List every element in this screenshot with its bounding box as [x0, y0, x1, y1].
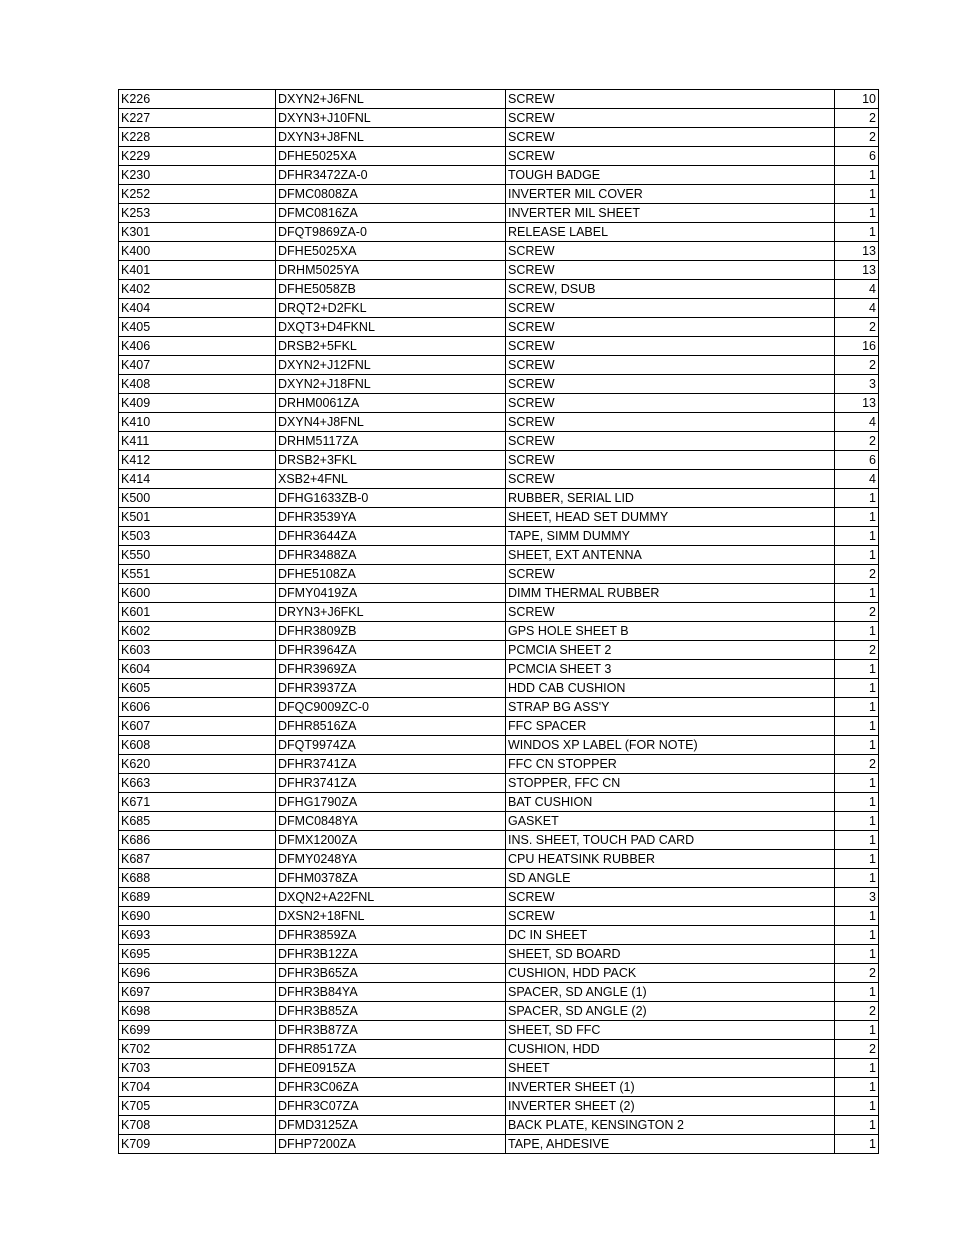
- part-no-cell: DRSB2+5FKL: [276, 337, 506, 356]
- quantity-cell: 16: [835, 337, 879, 356]
- part-no-cell: DFHR3472ZA-0: [276, 166, 506, 185]
- quantity-cell: 1: [835, 1116, 879, 1135]
- table-row: [119, 470, 879, 489]
- ref-no-cell: K696: [119, 964, 276, 983]
- ref-no-cell: K602: [119, 622, 276, 641]
- description-cell: HDD CAB CUSHION: [506, 679, 835, 698]
- ref-no-cell: K230: [119, 166, 276, 185]
- quantity-cell: 2: [835, 964, 879, 983]
- quantity-cell: 1: [835, 489, 879, 508]
- part-no-cell: DFHM0378ZA: [276, 869, 506, 888]
- description-cell: SCREW: [506, 603, 835, 622]
- part-no-cell: DXSN2+18FNL: [276, 907, 506, 926]
- ref-no-cell: K606: [119, 698, 276, 717]
- part-no-cell: DFHR3644ZA: [276, 527, 506, 546]
- description-cell: SPACER, SD ANGLE (1): [506, 983, 835, 1002]
- table-row: [119, 280, 879, 299]
- description-cell: SHEET, SD FFC: [506, 1021, 835, 1040]
- ref-no-cell: K690: [119, 907, 276, 926]
- quantity-cell: 2: [835, 603, 879, 622]
- ref-no-cell: K409: [119, 394, 276, 413]
- part-no-cell: DRYN3+J6FKL: [276, 603, 506, 622]
- table-row: [119, 793, 879, 812]
- description-cell: FFC CN STOPPER: [506, 755, 835, 774]
- table-row: [119, 888, 879, 907]
- description-cell: SCREW: [506, 128, 835, 147]
- quantity-cell: 4: [835, 299, 879, 318]
- quantity-cell: 1: [835, 660, 879, 679]
- ref-no-cell: K693: [119, 926, 276, 945]
- quantity-cell: 13: [835, 242, 879, 261]
- ref-no-cell: K687: [119, 850, 276, 869]
- ref-no-cell: K252: [119, 185, 276, 204]
- table-row: [119, 204, 879, 223]
- ref-no-cell: K685: [119, 812, 276, 831]
- ref-no-cell: K603: [119, 641, 276, 660]
- table-row: [119, 527, 879, 546]
- part-no-cell: DFMX1200ZA: [276, 831, 506, 850]
- description-cell: DIMM THERMAL RUBBER: [506, 584, 835, 603]
- table-row: [119, 812, 879, 831]
- ref-no-cell: K601: [119, 603, 276, 622]
- description-cell: PCMCIA SHEET 3: [506, 660, 835, 679]
- part-no-cell: DFHR3B84YA: [276, 983, 506, 1002]
- table-row: [119, 356, 879, 375]
- description-cell: GASKET: [506, 812, 835, 831]
- table-row: [119, 1116, 879, 1135]
- part-no-cell: DFHR3539YA: [276, 508, 506, 527]
- part-no-cell: DRHM5117ZA: [276, 432, 506, 451]
- part-no-cell: DFHR3741ZA: [276, 774, 506, 793]
- quantity-cell: 1: [835, 546, 879, 565]
- quantity-cell: 1: [835, 793, 879, 812]
- description-cell: CUSHION, HDD: [506, 1040, 835, 1059]
- ref-no-cell: K709: [119, 1135, 276, 1154]
- description-cell: STRAP BG ASS'Y: [506, 698, 835, 717]
- table-row: [119, 1078, 879, 1097]
- ref-no-cell: K402: [119, 280, 276, 299]
- description-cell: SCREW: [506, 356, 835, 375]
- part-no-cell: DXYN4+J8FNL: [276, 413, 506, 432]
- part-no-cell: DFHR3964ZA: [276, 641, 506, 660]
- description-cell: SHEET, EXT ANTENNA: [506, 546, 835, 565]
- description-cell: STOPPER, FFC CN: [506, 774, 835, 793]
- part-no-cell: DXYN2+J12FNL: [276, 356, 506, 375]
- quantity-cell: 1: [835, 679, 879, 698]
- table-row: [119, 451, 879, 470]
- quantity-cell: 2: [835, 356, 879, 375]
- part-no-cell: DFHE5025XA: [276, 242, 506, 261]
- ref-no-cell: K408: [119, 375, 276, 394]
- part-no-cell: DRHM5025YA: [276, 261, 506, 280]
- part-no-cell: DFHR3741ZA: [276, 755, 506, 774]
- part-no-cell: DFHR3B87ZA: [276, 1021, 506, 1040]
- ref-no-cell: K699: [119, 1021, 276, 1040]
- ref-no-cell: K400: [119, 242, 276, 261]
- part-no-cell: DRSB2+3FKL: [276, 451, 506, 470]
- quantity-cell: 1: [835, 1021, 879, 1040]
- quantity-cell: 1: [835, 698, 879, 717]
- description-cell: SCREW: [506, 907, 835, 926]
- ref-no-cell: K705: [119, 1097, 276, 1116]
- quantity-cell: 1: [835, 736, 879, 755]
- description-cell: SCREW: [506, 318, 835, 337]
- quantity-cell: 13: [835, 261, 879, 280]
- table-row: [119, 90, 879, 109]
- ref-no-cell: K412: [119, 451, 276, 470]
- description-cell: PCMCIA SHEET 2: [506, 641, 835, 660]
- quantity-cell: 3: [835, 375, 879, 394]
- description-cell: GPS HOLE SHEET B: [506, 622, 835, 641]
- quantity-cell: 1: [835, 869, 879, 888]
- ref-no-cell: K671: [119, 793, 276, 812]
- part-no-cell: DFHR3969ZA: [276, 660, 506, 679]
- ref-no-cell: K503: [119, 527, 276, 546]
- ref-no-cell: K697: [119, 983, 276, 1002]
- description-cell: SCREW: [506, 242, 835, 261]
- ref-no-cell: K228: [119, 128, 276, 147]
- description-cell: SCREW: [506, 261, 835, 280]
- ref-no-cell: K608: [119, 736, 276, 755]
- table-row: [119, 394, 879, 413]
- part-no-cell: DFHE5058ZB: [276, 280, 506, 299]
- description-cell: SCREW: [506, 90, 835, 109]
- ref-no-cell: K620: [119, 755, 276, 774]
- description-cell: CPU HEATSINK RUBBER: [506, 850, 835, 869]
- ref-no-cell: K551: [119, 565, 276, 584]
- table-row: [119, 660, 879, 679]
- ref-no-cell: K411: [119, 432, 276, 451]
- quantity-cell: 1: [835, 527, 879, 546]
- ref-no-cell: K688: [119, 869, 276, 888]
- part-no-cell: XSB2+4FNL: [276, 470, 506, 489]
- quantity-cell: 2: [835, 565, 879, 584]
- description-cell: SHEET, HEAD SET DUMMY: [506, 508, 835, 527]
- quantity-cell: 1: [835, 907, 879, 926]
- description-cell: WINDOS XP LABEL (FOR NOTE): [506, 736, 835, 755]
- ref-no-cell: K689: [119, 888, 276, 907]
- part-no-cell: DFQT9974ZA: [276, 736, 506, 755]
- table-row: [119, 432, 879, 451]
- table-row: [119, 679, 879, 698]
- ref-no-cell: K407: [119, 356, 276, 375]
- description-cell: SCREW: [506, 147, 835, 166]
- ref-no-cell: K703: [119, 1059, 276, 1078]
- description-cell: TOUGH BADGE: [506, 166, 835, 185]
- quantity-cell: 1: [835, 983, 879, 1002]
- part-no-cell: DRHM0061ZA: [276, 394, 506, 413]
- ref-no-cell: K404: [119, 299, 276, 318]
- table-row: [119, 641, 879, 660]
- part-no-cell: DFHE0915ZA: [276, 1059, 506, 1078]
- description-cell: SD ANGLE: [506, 869, 835, 888]
- ref-no-cell: K686: [119, 831, 276, 850]
- part-no-cell: DFMC0808ZA: [276, 185, 506, 204]
- table-row: [119, 1021, 879, 1040]
- table-row: [119, 717, 879, 736]
- description-cell: SPACER, SD ANGLE (2): [506, 1002, 835, 1021]
- description-cell: FFC SPACER: [506, 717, 835, 736]
- table-row: [119, 736, 879, 755]
- quantity-cell: 1: [835, 774, 879, 793]
- part-no-cell: DFHP7200ZA: [276, 1135, 506, 1154]
- table-row: [119, 489, 879, 508]
- table-row: [119, 622, 879, 641]
- part-no-cell: DFQC9009ZC-0: [276, 698, 506, 717]
- ref-no-cell: K704: [119, 1078, 276, 1097]
- table-row: [119, 983, 879, 1002]
- description-cell: SCREW: [506, 432, 835, 451]
- part-no-cell: DXYN2+J18FNL: [276, 375, 506, 394]
- quantity-cell: 4: [835, 280, 879, 299]
- description-cell: SCREW: [506, 888, 835, 907]
- description-cell: SCREW: [506, 451, 835, 470]
- part-no-cell: DFHR3C06ZA: [276, 1078, 506, 1097]
- description-cell: SCREW: [506, 565, 835, 584]
- part-no-cell: DFHR8516ZA: [276, 717, 506, 736]
- description-cell: SCREW, DSUB: [506, 280, 835, 299]
- table-row: [119, 375, 879, 394]
- quantity-cell: 4: [835, 470, 879, 489]
- quantity-cell: 1: [835, 584, 879, 603]
- description-cell: SCREW: [506, 394, 835, 413]
- table-row: [119, 223, 879, 242]
- ref-no-cell: K550: [119, 546, 276, 565]
- parts-list-body: [119, 90, 879, 1154]
- quantity-cell: 2: [835, 109, 879, 128]
- part-no-cell: DFMY0419ZA: [276, 584, 506, 603]
- quantity-cell: 1: [835, 831, 879, 850]
- table-row: [119, 1002, 879, 1021]
- part-no-cell: DFHR3859ZA: [276, 926, 506, 945]
- ref-no-cell: K605: [119, 679, 276, 698]
- table-row: [119, 850, 879, 869]
- description-cell: DC IN SHEET: [506, 926, 835, 945]
- ref-no-cell: K604: [119, 660, 276, 679]
- quantity-cell: 2: [835, 755, 879, 774]
- quantity-cell: 1: [835, 508, 879, 527]
- parts-list-table: [118, 89, 879, 1154]
- quantity-cell: 1: [835, 850, 879, 869]
- table-row: [119, 508, 879, 527]
- table-row: [119, 1059, 879, 1078]
- description-cell: SHEET, SD BOARD: [506, 945, 835, 964]
- quantity-cell: 1: [835, 622, 879, 641]
- quantity-cell: 3: [835, 888, 879, 907]
- table-row: [119, 698, 879, 717]
- table-row: [119, 261, 879, 280]
- ref-no-cell: K607: [119, 717, 276, 736]
- description-cell: SCREW: [506, 109, 835, 128]
- quantity-cell: 1: [835, 926, 879, 945]
- description-cell: CUSHION, HDD PACK: [506, 964, 835, 983]
- part-no-cell: DXYN3+J10FNL: [276, 109, 506, 128]
- table-row: [119, 337, 879, 356]
- table-row: [119, 413, 879, 432]
- table-row: [119, 299, 879, 318]
- table-row: [119, 546, 879, 565]
- quantity-cell: 2: [835, 128, 879, 147]
- ref-no-cell: K500: [119, 489, 276, 508]
- description-cell: SCREW: [506, 299, 835, 318]
- table-row: [119, 1135, 879, 1154]
- table-row: [119, 166, 879, 185]
- quantity-cell: 1: [835, 1097, 879, 1116]
- quantity-cell: 1: [835, 1059, 879, 1078]
- ref-no-cell: K405: [119, 318, 276, 337]
- table-row: [119, 185, 879, 204]
- quantity-cell: 6: [835, 451, 879, 470]
- ref-no-cell: K695: [119, 945, 276, 964]
- part-no-cell: DFHE5025XA: [276, 147, 506, 166]
- quantity-cell: 4: [835, 413, 879, 432]
- table-row: [119, 128, 879, 147]
- quantity-cell: 10: [835, 90, 879, 109]
- part-no-cell: DRQT2+D2FKL: [276, 299, 506, 318]
- description-cell: SCREW: [506, 413, 835, 432]
- quantity-cell: 13: [835, 394, 879, 413]
- ref-no-cell: K229: [119, 147, 276, 166]
- ref-no-cell: K702: [119, 1040, 276, 1059]
- table-row: [119, 565, 879, 584]
- table-row: [119, 147, 879, 166]
- ref-no-cell: K227: [119, 109, 276, 128]
- description-cell: SCREW: [506, 470, 835, 489]
- quantity-cell: 2: [835, 432, 879, 451]
- part-no-cell: DFHR3B85ZA: [276, 1002, 506, 1021]
- table-row: [119, 109, 879, 128]
- part-no-cell: DFMD3125ZA: [276, 1116, 506, 1135]
- quantity-cell: 2: [835, 641, 879, 660]
- table-row: [119, 1097, 879, 1116]
- ref-no-cell: K253: [119, 204, 276, 223]
- quantity-cell: 1: [835, 166, 879, 185]
- part-no-cell: DFHR3937ZA: [276, 679, 506, 698]
- part-no-cell: DXQN2+A22FNL: [276, 888, 506, 907]
- quantity-cell: 1: [835, 1135, 879, 1154]
- description-cell: RUBBER, SERIAL LID: [506, 489, 835, 508]
- description-cell: BAT CUSHION: [506, 793, 835, 812]
- ref-no-cell: K406: [119, 337, 276, 356]
- table-row: [119, 964, 879, 983]
- part-no-cell: DFMC0848YA: [276, 812, 506, 831]
- table-row: [119, 774, 879, 793]
- part-no-cell: DFMY0248YA: [276, 850, 506, 869]
- ref-no-cell: K663: [119, 774, 276, 793]
- description-cell: TAPE, AHDESIVE: [506, 1135, 835, 1154]
- part-no-cell: DFHR3809ZB: [276, 622, 506, 641]
- table-row: [119, 1040, 879, 1059]
- quantity-cell: 1: [835, 1078, 879, 1097]
- quantity-cell: 1: [835, 185, 879, 204]
- part-no-cell: DFHG1790ZA: [276, 793, 506, 812]
- quantity-cell: 2: [835, 318, 879, 337]
- description-cell: INVERTER SHEET (2): [506, 1097, 835, 1116]
- description-cell: INVERTER MIL COVER: [506, 185, 835, 204]
- part-no-cell: DXQT3+D4FKNL: [276, 318, 506, 337]
- part-no-cell: DFHR8517ZA: [276, 1040, 506, 1059]
- part-no-cell: DFHR3B12ZA: [276, 945, 506, 964]
- table-row: [119, 869, 879, 888]
- ref-no-cell: K226: [119, 90, 276, 109]
- quantity-cell: 2: [835, 1040, 879, 1059]
- ref-no-cell: K708: [119, 1116, 276, 1135]
- table-row: [119, 907, 879, 926]
- description-cell: INS. SHEET, TOUCH PAD CARD: [506, 831, 835, 850]
- description-cell: INVERTER MIL SHEET: [506, 204, 835, 223]
- ref-no-cell: K501: [119, 508, 276, 527]
- part-no-cell: DFHR3C07ZA: [276, 1097, 506, 1116]
- table-row: [119, 603, 879, 622]
- part-no-cell: DFHE5108ZA: [276, 565, 506, 584]
- table-row: [119, 926, 879, 945]
- part-no-cell: DFHG1633ZB-0: [276, 489, 506, 508]
- table-row: [119, 945, 879, 964]
- part-no-cell: DFMC0816ZA: [276, 204, 506, 223]
- table-row: [119, 584, 879, 603]
- description-cell: BACK PLATE, KENSINGTON 2: [506, 1116, 835, 1135]
- part-no-cell: DFHR3488ZA: [276, 546, 506, 565]
- ref-no-cell: K414: [119, 470, 276, 489]
- description-cell: TAPE, SIMM DUMMY: [506, 527, 835, 546]
- part-no-cell: DFQT9869ZA-0: [276, 223, 506, 242]
- description-cell: SHEET: [506, 1059, 835, 1078]
- table-row: [119, 318, 879, 337]
- quantity-cell: 1: [835, 204, 879, 223]
- ref-no-cell: K301: [119, 223, 276, 242]
- quantity-cell: 2: [835, 1002, 879, 1021]
- table-row: [119, 242, 879, 261]
- table-row: [119, 831, 879, 850]
- quantity-cell: 1: [835, 223, 879, 242]
- description-cell: SCREW: [506, 337, 835, 356]
- ref-no-cell: K698: [119, 1002, 276, 1021]
- description-cell: SCREW: [506, 375, 835, 394]
- ref-no-cell: K410: [119, 413, 276, 432]
- quantity-cell: 1: [835, 945, 879, 964]
- quantity-cell: 1: [835, 717, 879, 736]
- ref-no-cell: K600: [119, 584, 276, 603]
- part-no-cell: DFHR3B65ZA: [276, 964, 506, 983]
- part-no-cell: DXYN3+J8FNL: [276, 128, 506, 147]
- description-cell: INVERTER SHEET (1): [506, 1078, 835, 1097]
- quantity-cell: 1: [835, 812, 879, 831]
- description-cell: RELEASE LABEL: [506, 223, 835, 242]
- quantity-cell: 6: [835, 147, 879, 166]
- table-row: [119, 755, 879, 774]
- part-no-cell: DXYN2+J6FNL: [276, 90, 506, 109]
- ref-no-cell: K401: [119, 261, 276, 280]
